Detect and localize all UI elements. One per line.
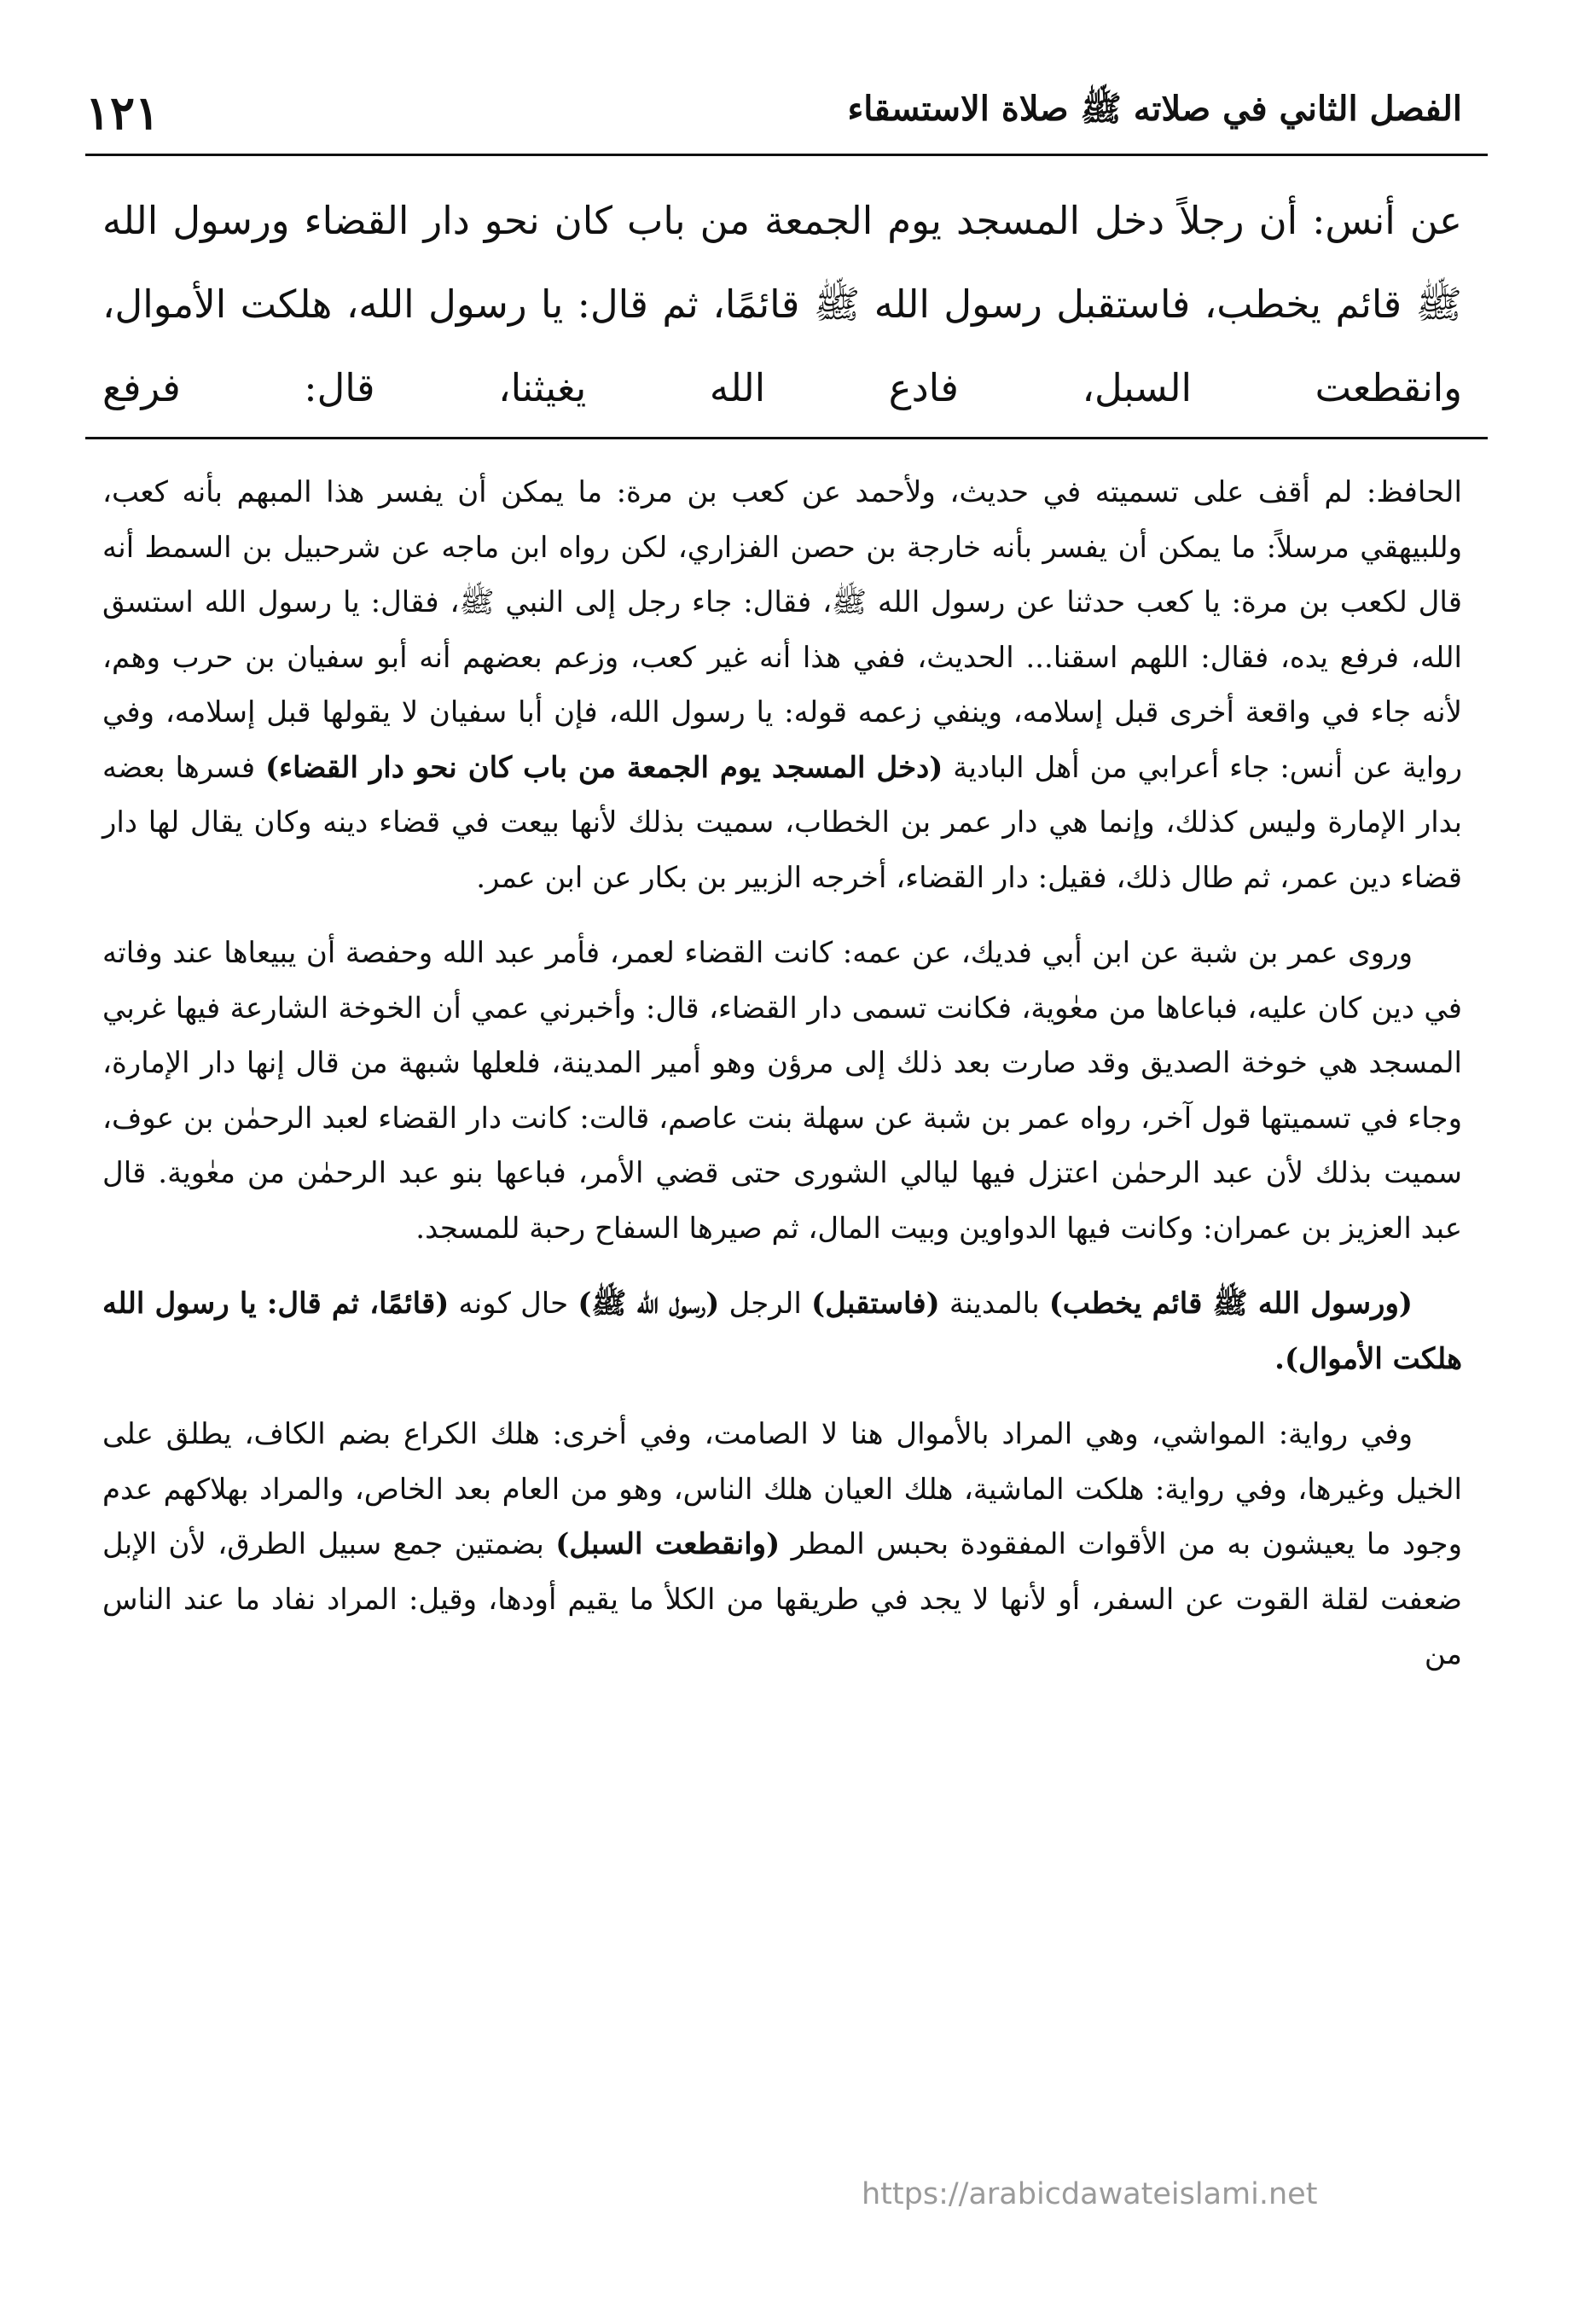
quoted-phrase: (دخل المسجد يوم الجمعة من باب كان نحو دار القضاء) <box>265 750 943 785</box>
commentary-text: بالمدينة <box>939 1287 1049 1321</box>
page-number: ١٢١ <box>85 85 160 140</box>
header-divider <box>85 154 1488 156</box>
commentary-paragraph <box>102 1276 1462 1386</box>
commentary-text: بضمتين جمع سبيل الطرق، لأن الإبل ضعفت لقلة القوت عن السفر، أو لأنها لا يجد في طريقها من الكلأ ما يقيم أودها، وقيل: المراد نفاد ما عند الناس من <box>102 1527 1462 1671</box>
commentary-text: فسرها بعضه بدار الإمارة وليس كذلك، وإنما هي دار عمر بن الخطاب، سميت بذلك لأنها بيعت في قضاء دينه وكان يقال لها دار قضاء دين عمر، ثم طال ذلك، فقيل: دار القضاء، أخرجه الزبير بن بكار عن ابن عمر. <box>102 750 1462 895</box>
commentary-text: وروى عمر بن شبة عن ابن أبي فديك، عن عمه: كانت القضاء لعمر، فأمر عبد الله وحفصة أن يبيعاها عند وفاته في دين كان عليه، فباعاها من معٰوية، فكانت تسمى دار القضاء، قال: وأخبرني عمي أن الخوخة الشارعة فيها غربي المسجد هي خوخة الصديق وقد صارت بعد ذلك إلى مرؤن وهو أمير المدينة، فلعلها شبهة من قال إنها دار الإمارة، وجاء في تسميتها قول آخر، رواه عمر بن شبة عن سهلة بنت عاصم، قالت: كانت دار القضاء لعبد الرحمٰن بن عوف، سميت بذلك لأن عبد الرحمٰن اعتزل فيها ليالي الشورى حتى قضي الأمر، فباعها بنو عبد الرحمٰن من معٰوية. قال عبد العزيز بن عمران: وكانت فيها الدواوين وبيت المال، ثم صيرها السفاح رحبة للمسجد. <box>102 936 1462 1246</box>
commentary <box>102 465 1462 1682</box>
commentary-paragraph <box>102 1407 1462 1682</box>
hadith-text: عن أنس: أن رجلاً دخل المسجد يوم الجمعة من باب كان نحو دار القضاء ورسول الله ﷺ قائم يخطب، فاستقبل رسول الله ﷺ قائمًا، ثم قال: يا رسول الله، هلكت الأموال، وانقطعت السبل، فادع الله يغيثنا، قال: فرفع <box>102 198 1462 410</box>
quoted-phrase: (رسول الله ﷺ) <box>578 1287 720 1321</box>
commentary-paragraph <box>102 926 1462 1256</box>
commentary-text: حال كونه <box>449 1287 578 1321</box>
watermark-url: https://arabicdawateislami.net <box>862 2177 1318 2211</box>
commentary-text: وفي رواية: المواشي، وهي المراد بالأموال هنا لا الصامت، وفي أخرى: هلك الكراع بضم الكاف، يطلق على الخيل وغيرها، وفي رواية: هلكت الماشية، هلك العيان هلك الناس، وهو من العام بعد الخاص، والمراد بهلاكهم عدم وجود ما يعيشون به من الأقوات المفقودة بحبس المطر <box>102 1417 1462 1561</box>
quoted-phrase: (ورسول الله ﷺ قائم يخطب) <box>1048 1287 1413 1321</box>
commentary-paragraph <box>102 465 1462 905</box>
quoted-phrase: (فاستقبل) <box>811 1287 940 1321</box>
page-header <box>85 78 1462 147</box>
commentary-text: الحافظ: لم أقف على تسميته في حديث، ولأحمد عن كعب بن مرة: ما يمكن أن يفسر هذا المبهم بأنه كعب، وللبيهقي مرسلاً: ما يمكن أن يفسر بأنه خارجة بن حصن الفزاري، لكن رواه ابن ماجه عن شرحبيل بن السمط أنه قال لكعب بن مرة: يا كعب حدثنا عن رسول الله ﷺ، فقال: جاء رجل إلى النبي ﷺ، فقال: يا رسول الله استسق الله، فرفع يده، فقال: اللهم اسقنا... الحديث، ففي هذا أنه غير كعب، وزعم بعضهم أنه أبو سفيان بن حرب وهم، لأنه جاء في واقعة أخرى قبل إسلامه، وينفي زعمه قوله: يا رسول الله، فإن أبا سفيان لا يقولها قبل إسلامه، وفي رواية عن أنس: جاء أعرابي من أهل البادية <box>102 475 1463 785</box>
commentary-text: الرجل <box>719 1287 812 1321</box>
quoted-phrase: (وانقطعت السبل) <box>555 1527 781 1561</box>
text-divider <box>85 437 1488 439</box>
quoted-phrase: (قائمًا، ثم قال: يا رسول الله هلكت الأموال). <box>102 1287 1462 1376</box>
chapter-title: الفصل الثاني في صلاته ﷺ صلاة الاستسقاء <box>847 89 1462 129</box>
